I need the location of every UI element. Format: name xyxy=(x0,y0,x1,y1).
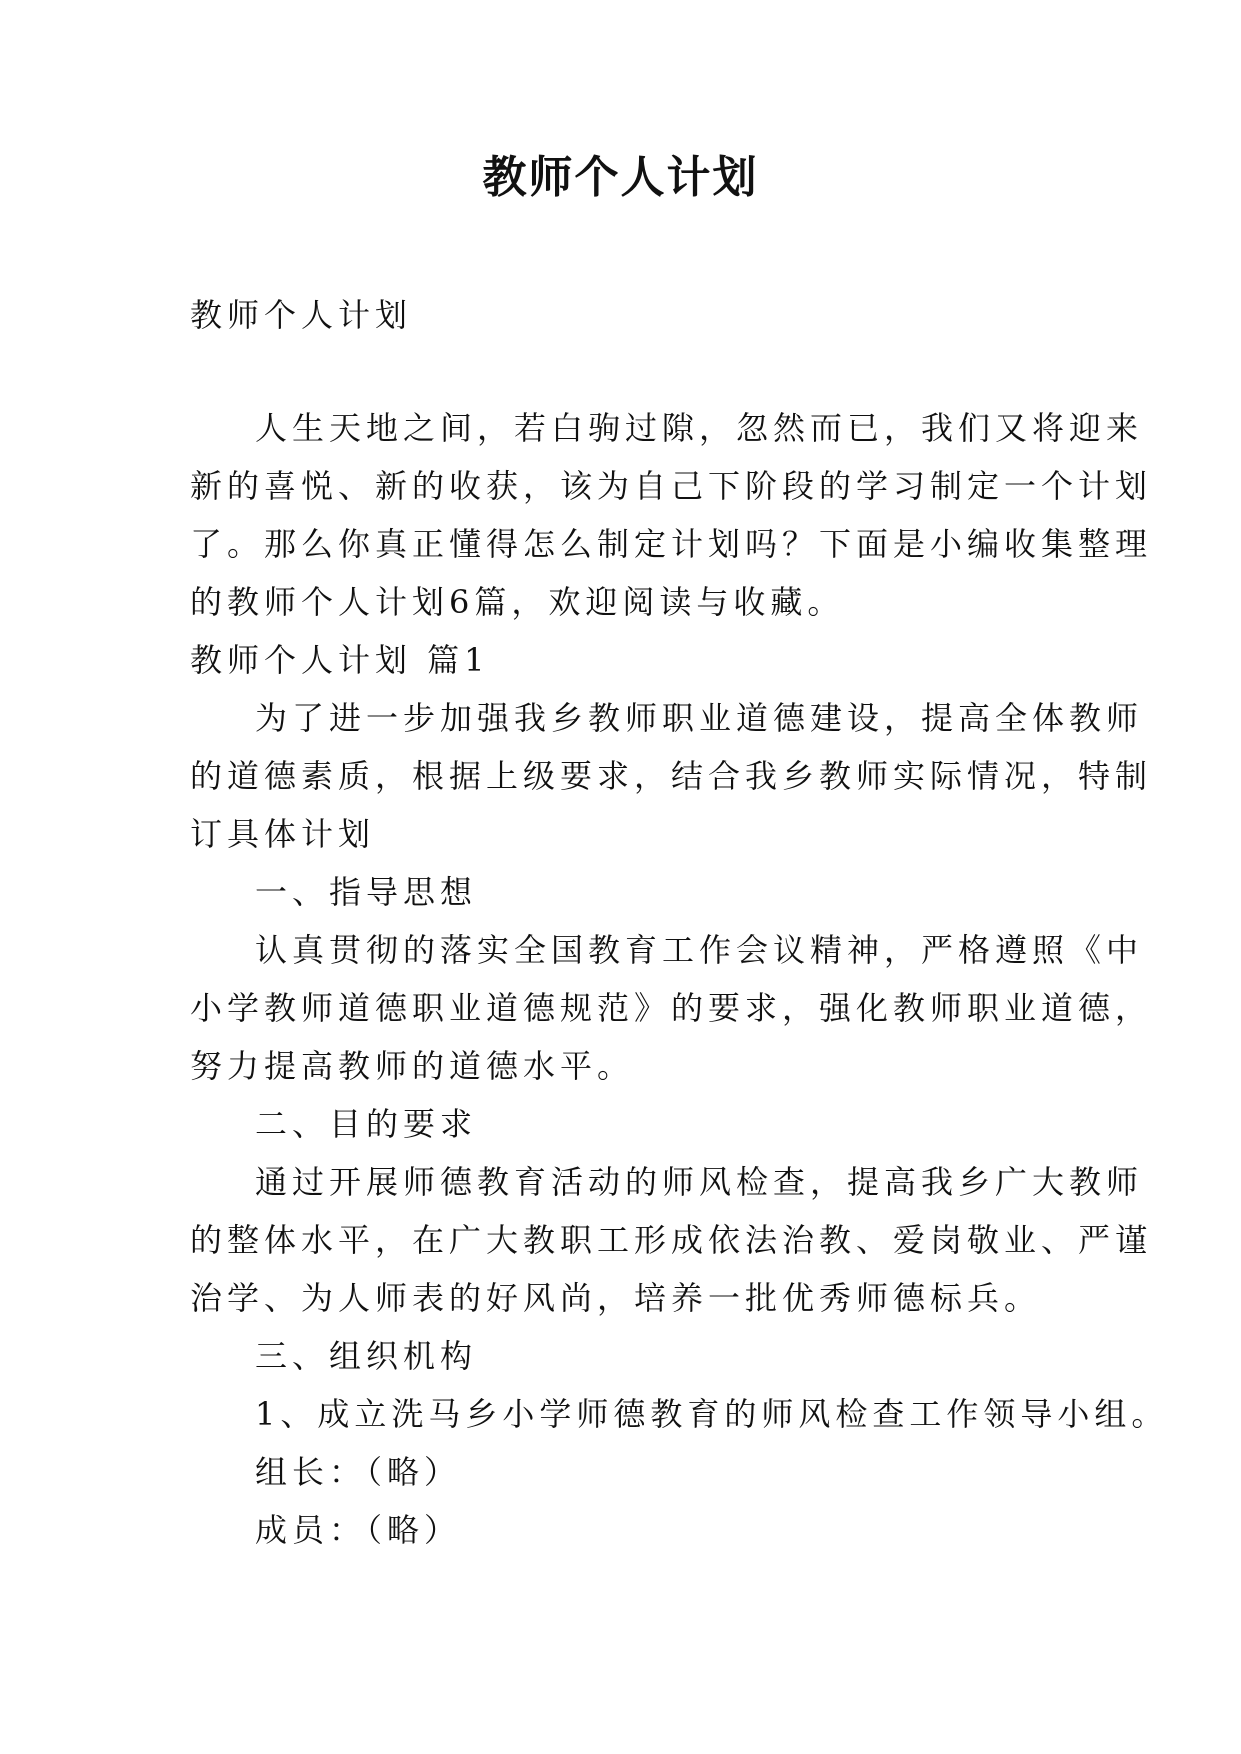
paragraph-line: 的道德素质，根据上级要求，结合我乡教师实际情况，特制 xyxy=(190,757,1153,795)
paragraph-line: 新的喜悦、新的收获，该为自己下阶段的学习制定一个计划 xyxy=(190,467,1153,505)
document-subtitle: 教师个人计划 xyxy=(190,296,413,334)
paragraph-line: 成员：（略） xyxy=(255,1511,462,1549)
paragraph-line: 通过开展师德教育活动的师风检查，提高我乡广大教师 xyxy=(255,1163,1144,1201)
paragraph-line: 小学教师道德职业道德规范》的要求，强化教师职业道德， xyxy=(190,989,1153,1027)
paragraph-line: 为了进一步加强我乡教师职业道德建设，提高全体教师 xyxy=(255,699,1144,737)
subheading: 三、组织机构 xyxy=(255,1337,478,1375)
paragraph-line: 订具体计划 xyxy=(190,815,376,853)
subheading: 二、目的要求 xyxy=(255,1105,478,1143)
paragraph-line: 认真贯彻的落实全国教育工作会议精神，严格遵照《中 xyxy=(255,931,1144,969)
paragraph-line: 的教师个人计划6篇，欢迎阅读与收藏。 xyxy=(190,583,845,621)
paragraph-line: 的整体水平，在广大教职工形成依法治教、爱岗敬业、严谨 xyxy=(190,1221,1153,1259)
paragraph-line: 1、成立洗马乡小学师德教育的师风检查工作领导小组。 xyxy=(255,1395,1169,1433)
paragraph-line: 了。那么你真正懂得怎么制定计划吗？下面是小编收集整理 xyxy=(190,525,1153,563)
paragraph-line: 治学、为人师表的好风尚，培养一批优秀师德标兵。 xyxy=(190,1279,1042,1317)
section-heading: 教师个人计划 篇1 xyxy=(190,641,490,679)
paragraph-line: 人生天地之间，若白驹过隙，忽然而已，我们又将迎来 xyxy=(255,409,1144,447)
paragraph-line: 努力提高教师的道德水平。 xyxy=(190,1047,635,1085)
paragraph-line: 组长：（略） xyxy=(255,1453,462,1491)
subheading: 一、指导思想 xyxy=(255,873,478,911)
document-title: 教师个人计划 xyxy=(482,152,759,203)
